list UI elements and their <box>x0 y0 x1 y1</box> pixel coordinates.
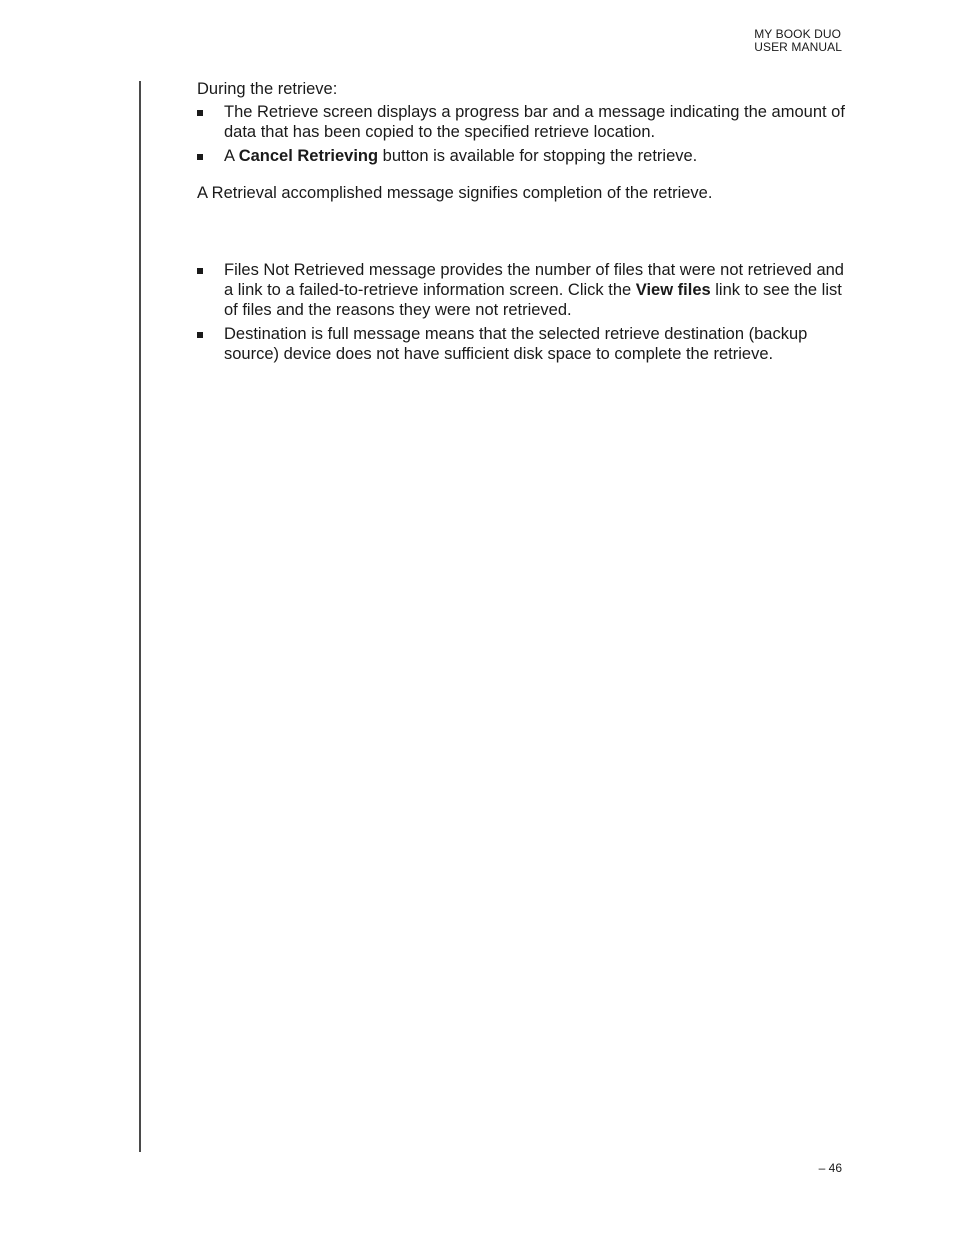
completion-message: A Retrieval accomplished message signifies completion of the retrieve. <box>197 184 713 202</box>
square-bullet-icon <box>197 332 203 338</box>
square-bullet-icon <box>197 154 203 160</box>
files-not-retrieved-suffix: link to see the list of files and the reasons they were not retrieved. <box>224 281 842 319</box>
cancel-retrieving-label: Cancel Retrieving <box>238 147 379 165</box>
margin-rule <box>139 81 141 1152</box>
progress-bar-description: The Retrieve screen displays a progress bar and a message indicating the amount of data that has been copied to the specified retrieve location. <box>224 103 845 141</box>
list-item <box>197 324 847 364</box>
page-body <box>197 79 847 364</box>
list-item <box>197 146 847 166</box>
cancel-text-suffix: button is available for stopping the retrieve. <box>378 147 698 165</box>
square-bullet-icon <box>197 110 203 116</box>
list-item <box>197 260 847 320</box>
running-header <box>754 28 842 54</box>
header-product-name: MY BOOK DUO <box>754 27 842 41</box>
view-files-label: View files <box>635 281 711 299</box>
retrieve-intro: During the retrieve: <box>197 80 338 98</box>
square-bullet-icon <box>197 268 203 274</box>
list-item <box>197 102 847 142</box>
retrieve-progress-list <box>197 102 847 166</box>
retrieve-errors-list <box>197 260 847 364</box>
destination-full-description: Destination is full message means that the selected retrieve destination (backup source) device does not have sufficient disk space to complete the retrieve. <box>224 325 808 363</box>
files-not-retrieved-prefix: Files Not Retrieved message provides the number of files that were not retrieved and a link to a failed-to-retrieve information screen. Click the <box>224 261 844 299</box>
page-number: – 46 <box>818 1161 842 1175</box>
cancel-text-prefix: A <box>224 147 239 165</box>
header-document-type: USER MANUAL <box>754 40 842 54</box>
